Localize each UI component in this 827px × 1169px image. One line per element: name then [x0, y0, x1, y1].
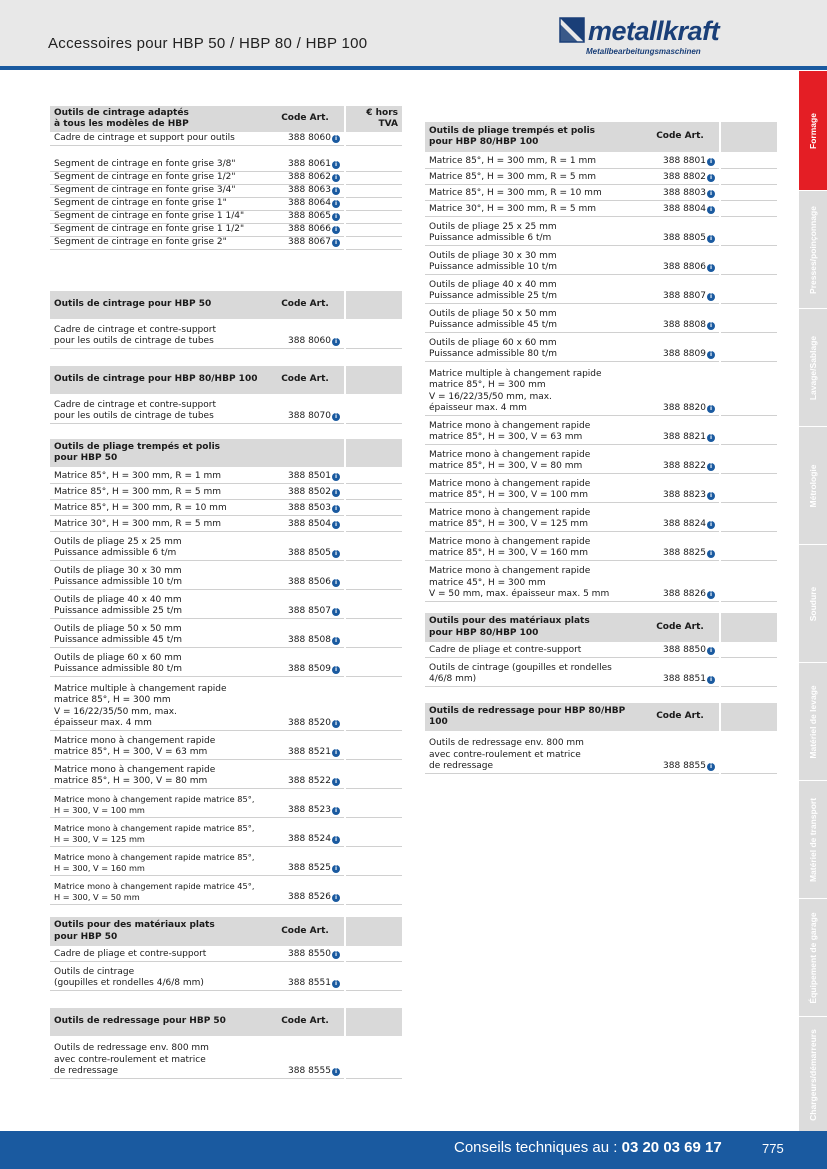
table-row	[50, 647, 402, 676]
article-code: 388 8823 i	[641, 473, 719, 502]
info-icon[interactable]: i	[707, 550, 715, 558]
price-cell	[346, 846, 402, 875]
info-icon[interactable]: i	[707, 235, 715, 243]
item-description: Matrice multiple à changement rapide matrice 85°, H = 300 mm V = 16/22/35/50 mm, max. épaisseur max. 4 mm	[50, 676, 266, 730]
table-header-title: Outils de cintrage pour HBP 80/HBP 100	[50, 366, 266, 394]
article-code: 388 8065 i	[266, 210, 344, 223]
table-row	[50, 946, 402, 961]
article-code: 388 8525 i	[266, 846, 344, 875]
item-description: Matrice 85°, H = 300 mm, R = 1 mm	[425, 152, 641, 168]
article-code: 388 8062 i	[266, 171, 344, 184]
info-icon[interactable]: i	[707, 264, 715, 272]
info-icon[interactable]: i	[707, 190, 715, 198]
article-code: 388 8505 i	[266, 531, 344, 560]
price-cell	[346, 483, 402, 499]
item-description: Segment de cintrage en fonte grise 1"	[50, 197, 266, 210]
table-row	[425, 642, 777, 657]
article-code: 388 8806 i	[641, 245, 719, 274]
info-icon[interactable]: i	[332, 226, 340, 234]
article-code: 388 8523 i	[266, 788, 344, 817]
article-code: 388 8060 i	[266, 132, 344, 145]
price-cell	[721, 502, 777, 531]
price-cell	[721, 361, 777, 415]
article-code: 388 8503 i	[266, 499, 344, 515]
info-icon[interactable]: i	[332, 550, 340, 558]
table-bending-tools-hbp50	[50, 291, 402, 349]
table-row	[425, 152, 777, 168]
info-icon[interactable]: i	[332, 720, 340, 728]
info-icon[interactable]: i	[707, 521, 715, 529]
item-description: Outils de redressage env. 800 mm avec contre-roulement et matrice de redressage	[425, 731, 641, 773]
info-icon[interactable]: i	[707, 206, 715, 214]
info-icon[interactable]: i	[332, 338, 340, 346]
article-code: 388 8509 i	[266, 647, 344, 676]
table-header-title: Outils de redressage pour HBP 80/HBP 100	[425, 703, 641, 731]
article-code: 388 8802 i	[641, 168, 719, 184]
table-row	[425, 184, 777, 200]
table-header-title: Outils pour des matériaux plats pour HBP 80/HBP 100	[425, 613, 641, 642]
table-header-title: Outils de cintrage adaptés à tous les modèles de HBP	[50, 106, 266, 132]
table-row	[425, 168, 777, 184]
article-code: 388 8551 i	[266, 961, 344, 990]
info-icon[interactable]: i	[332, 579, 340, 587]
price-cell	[721, 332, 777, 361]
info-icon[interactable]: i	[707, 293, 715, 301]
category-sidebar	[799, 70, 827, 1132]
table-folding-tools-hbp50	[50, 439, 402, 905]
article-code: 388 8805 i	[641, 216, 719, 245]
price-cell	[346, 223, 402, 236]
item-description: Segment de cintrage en fonte grise 1 1/4"	[50, 210, 266, 223]
article-code: 388 8855 i	[641, 731, 719, 773]
item-description: Matrice mono à changement rapide matrice 85°, H = 300, V = 160 mm	[50, 846, 266, 875]
price-cell	[721, 152, 777, 168]
item-description: Outils de pliage 30 x 30 mm Puissance admissible 10 t/m	[425, 245, 641, 274]
table-header-title: Outils de pliage trempés et polis pour HBP 50	[50, 439, 266, 467]
info-icon[interactable]: i	[332, 174, 340, 182]
item-description: Outils de pliage 40 x 40 mm Puissance admissible 25 t/m	[50, 589, 266, 618]
price-cell	[346, 197, 402, 210]
item-description: Outils de pliage 50 x 50 mm Puissance admissible 45 t/m	[50, 618, 266, 647]
item-description: Outils de cintrage (goupilles et rondelles 4/6/8 mm)	[425, 657, 641, 686]
table-header-title: Outils de pliage trempés et polis pour HBP 80/HBP 100	[425, 122, 641, 152]
table-row	[50, 145, 402, 171]
price-cell	[346, 817, 402, 846]
table-row	[425, 444, 777, 473]
article-code: 388 8507 i	[266, 589, 344, 618]
info-icon[interactable]: i	[332, 637, 340, 645]
info-icon[interactable]: i	[332, 473, 340, 481]
article-code: 388 8851 i	[641, 657, 719, 686]
table-row	[50, 515, 402, 531]
item-description: Outils de pliage 30 x 30 mm Puissance admissible 10 t/m	[50, 560, 266, 589]
table-bending-tools-all	[50, 106, 402, 250]
table-header-title: Outils de cintrage pour HBP 50	[50, 291, 266, 319]
info-icon[interactable]: i	[707, 763, 715, 771]
sidebar-tab[interactable]: Soudure	[799, 544, 827, 663]
table-row	[425, 245, 777, 274]
item-description: Outils de pliage 60 x 60 mm Puissance admissible 80 t/m	[50, 647, 266, 676]
table-row	[50, 132, 402, 145]
table-row	[425, 274, 777, 303]
info-icon[interactable]: i	[332, 778, 340, 786]
item-description: Cadre de cintrage et contre-support pour les outils de cintrage de tubes	[50, 319, 266, 348]
info-icon[interactable]: i	[707, 591, 715, 599]
footer-hotline: Conseils techniques au : 03 20 03 69 17	[454, 1139, 722, 1156]
price-cell	[346, 1036, 402, 1078]
article-code: 388 8550 i	[266, 946, 344, 961]
table-row	[50, 499, 402, 515]
item-description: Segment de cintrage en fonte grise 3/4"	[50, 184, 266, 197]
item-description: Matrice mono à changement rapide matrice 85°, H = 300, V = 80 mm	[50, 759, 266, 788]
item-description: Matrice 85°, H = 300 mm, R = 10 mm	[50, 499, 266, 515]
sidebar-tab[interactable]: Lavage/Sablage	[799, 308, 827, 427]
table-row	[425, 303, 777, 332]
article-code: 388 8803 i	[641, 184, 719, 200]
info-icon[interactable]: i	[332, 749, 340, 757]
table-row	[50, 759, 402, 788]
article-code: 388 8070 i	[266, 394, 344, 423]
item-description: Matrice mono à changement rapide matrice 45°, H = 300 mm V = 50 mm, max. épaisseur max. 5 mm	[425, 560, 641, 601]
item-description: Matrice mono à changement rapide matrice 85°, H = 300, V = 80 mm	[425, 444, 641, 473]
price-cell	[346, 759, 402, 788]
table-header-code: Code Art.	[641, 703, 719, 731]
article-code: 388 8066 i	[266, 223, 344, 236]
price-cell	[346, 132, 402, 145]
price-cell	[721, 184, 777, 200]
info-icon[interactable]: i	[332, 666, 340, 674]
price-cell	[346, 467, 402, 483]
sidebar-tab[interactable]: Formage	[799, 70, 827, 191]
info-icon[interactable]: i	[332, 489, 340, 497]
table-header-code: Code Art.	[641, 613, 719, 642]
table-header-code: Code Art.	[266, 291, 344, 319]
table-row	[50, 676, 402, 730]
item-description: Outils de pliage 25 x 25 mm Puissance admissible 6 t/m	[50, 531, 266, 560]
sidebar-tab[interactable]: Métrologie	[799, 426, 827, 545]
item-description: Matrice mono à changement rapide matrice 85°, H = 300, V = 63 mm	[425, 415, 641, 444]
price-cell	[346, 531, 402, 560]
table-row	[50, 394, 402, 423]
article-code: 388 8801 i	[641, 152, 719, 168]
info-icon[interactable]: i	[707, 492, 715, 500]
table-straightening-hbp80	[425, 703, 777, 774]
article-code: 388 8850 i	[641, 642, 719, 657]
article-code: 388 8826 i	[641, 560, 719, 601]
table-header-code: Code Art.	[266, 366, 344, 394]
table-row	[425, 361, 777, 415]
item-description: Matrice 85°, H = 300 mm, R = 10 mm	[425, 184, 641, 200]
article-code: 388 8809 i	[641, 332, 719, 361]
table-row	[50, 236, 402, 249]
info-icon[interactable]: i	[707, 434, 715, 442]
price-cell	[346, 875, 402, 904]
table-header-code: Code Art.	[266, 1008, 344, 1036]
info-icon[interactable]: i	[332, 213, 340, 221]
info-icon[interactable]: i	[707, 405, 715, 413]
price-cell	[721, 642, 777, 657]
price-cell	[721, 473, 777, 502]
table-row	[50, 817, 402, 846]
table-bending-tools-hbp80	[50, 366, 402, 424]
table-row	[50, 1036, 402, 1078]
price-cell	[346, 676, 402, 730]
info-icon[interactable]: i	[332, 239, 340, 247]
table-row	[50, 197, 402, 210]
info-icon[interactable]: i	[707, 351, 715, 359]
article-code: 388 8501 i	[266, 467, 344, 483]
info-icon[interactable]: i	[707, 463, 715, 471]
article-code: 388 8555 i	[266, 1036, 344, 1078]
info-icon[interactable]: i	[332, 521, 340, 529]
article-code: 388 8820 i	[641, 361, 719, 415]
table-row	[50, 184, 402, 197]
article-code: 388 8526 i	[266, 875, 344, 904]
sidebar-tab[interactable]: Équipement de garage	[799, 898, 827, 1017]
price-cell	[346, 394, 402, 423]
price-cell	[346, 730, 402, 759]
item-description: Segment de cintrage en fonte grise 1 1/2"	[50, 223, 266, 236]
table-header-code: Code Art.	[266, 917, 344, 946]
item-description: Segment de cintrage en fonte grise 1/2"	[50, 171, 266, 184]
article-code: 388 8063 i	[266, 184, 344, 197]
item-description: Matrice 30°, H = 300 mm, R = 5 mm	[50, 515, 266, 531]
item-description: Segment de cintrage en fonte grise 3/8"	[50, 145, 266, 171]
table-folding-tools-hbp80	[425, 122, 777, 602]
info-icon[interactable]: i	[332, 161, 340, 169]
article-code: 388 8521 i	[266, 730, 344, 759]
item-description: Matrice mono à changement rapide matrice 85°, H = 300, V = 125 mm	[425, 502, 641, 531]
table-row	[425, 657, 777, 686]
price-cell	[346, 589, 402, 618]
price-cell	[721, 657, 777, 686]
info-icon[interactable]: i	[332, 135, 340, 143]
article-code: 388 8808 i	[641, 303, 719, 332]
info-icon[interactable]: i	[332, 608, 340, 616]
table-row	[50, 319, 402, 348]
info-icon[interactable]: i	[332, 951, 340, 959]
table-row	[425, 415, 777, 444]
table-row	[50, 560, 402, 589]
table-row	[425, 216, 777, 245]
footer-phone: 03 20 03 69 17	[621, 1139, 722, 1156]
table-header-title: Outils pour des matériaux plats pour HBP 50	[50, 917, 266, 946]
article-code: 388 8524 i	[266, 817, 344, 846]
price-cell	[346, 961, 402, 990]
article-code: 388 8508 i	[266, 618, 344, 647]
price-cell	[346, 647, 402, 676]
table-row	[50, 730, 402, 759]
info-icon[interactable]: i	[332, 807, 340, 815]
item-description: Matrice 85°, H = 300 mm, R = 5 mm	[50, 483, 266, 499]
price-cell	[721, 274, 777, 303]
sidebar-tab[interactable]: Presses/poinçonnage	[799, 190, 827, 309]
item-description: Matrice mono à changement rapide matrice 85°, H = 300, V = 100 mm	[425, 473, 641, 502]
table-row	[425, 731, 777, 773]
info-icon[interactable]: i	[332, 505, 340, 513]
table-row	[425, 473, 777, 502]
price-cell	[721, 200, 777, 216]
table-row	[425, 560, 777, 601]
price-cell	[346, 236, 402, 249]
sidebar-tab[interactable]: Chargeurs/démarreurs	[799, 1016, 827, 1133]
table-row	[50, 618, 402, 647]
item-description: Matrice 85°, H = 300 mm, R = 5 mm	[425, 168, 641, 184]
info-icon[interactable]: i	[332, 836, 340, 844]
table-row	[50, 531, 402, 560]
table-header-code: Code Art.	[266, 106, 344, 132]
info-icon[interactable]: i	[332, 894, 340, 902]
logo-tagline: Metallbearbeitungsmaschinen	[586, 47, 701, 56]
info-icon[interactable]: i	[707, 322, 715, 330]
info-icon[interactable]: i	[332, 1068, 340, 1076]
item-description: Outils de pliage 50 x 50 mm Puissance admissible 45 t/m	[425, 303, 641, 332]
table-row	[50, 788, 402, 817]
item-description: Outils de pliage 60 x 60 mm Puissance admissible 80 t/m	[425, 332, 641, 361]
article-code: 388 8522 i	[266, 759, 344, 788]
sidebar-tab[interactable]: Matériel de levage	[799, 662, 827, 781]
table-row	[50, 171, 402, 184]
price-cell	[346, 946, 402, 961]
table-row	[425, 531, 777, 560]
item-description: Matrice mono à changement rapide matrice 85°, H = 300, V = 125 mm	[50, 817, 266, 846]
article-code: 388 8060 i	[266, 319, 344, 348]
table-row	[50, 846, 402, 875]
article-code: 388 8821 i	[641, 415, 719, 444]
price-cell	[721, 415, 777, 444]
item-description: Matrice mono à changement rapide matrice 85°, H = 300, V = 100 mm	[50, 788, 266, 817]
price-cell	[346, 560, 402, 589]
item-description: Matrice 85°, H = 300 mm, R = 1 mm	[50, 467, 266, 483]
item-description: Cadre de pliage et contre-support	[425, 642, 641, 657]
table-row	[425, 502, 777, 531]
price-cell	[346, 145, 402, 171]
info-icon[interactable]: i	[332, 413, 340, 421]
table-straightening-hbp50	[50, 1008, 402, 1079]
article-code: 388 8804 i	[641, 200, 719, 216]
price-cell	[721, 168, 777, 184]
price-cell	[721, 245, 777, 274]
info-icon[interactable]: i	[707, 174, 715, 182]
item-description: Cadre de cintrage et support pour outils	[50, 132, 266, 145]
info-icon[interactable]: i	[707, 647, 715, 655]
table-row	[50, 210, 402, 223]
logo-wordmark: metallkraft	[588, 16, 720, 46]
table-row	[50, 483, 402, 499]
article-code: 388 8825 i	[641, 531, 719, 560]
info-icon[interactable]: i	[332, 187, 340, 195]
price-cell	[346, 515, 402, 531]
item-description: Matrice mono à changement rapide matrice 85°, H = 300, V = 63 mm	[50, 730, 266, 759]
article-code: 388 8502 i	[266, 483, 344, 499]
item-description: Outils de cintrage (goupilles et rondelles 4/6/8 mm)	[50, 961, 266, 990]
table-row	[50, 223, 402, 236]
table-row	[50, 961, 402, 990]
item-description: Cadre de pliage et contre-support	[50, 946, 266, 961]
table-row	[50, 467, 402, 483]
table-row	[425, 332, 777, 361]
page-number: 775	[762, 1141, 784, 1156]
price-cell	[346, 499, 402, 515]
price-cell	[346, 788, 402, 817]
page-title: Accessoires pour HBP 50 / HBP 80 / HBP 100	[48, 35, 368, 52]
table-header-price: € hors TVA	[346, 106, 402, 132]
table-row	[425, 200, 777, 216]
article-code: 388 8807 i	[641, 274, 719, 303]
item-description: Cadre de cintrage et contre-support pour les outils de cintrage de tubes	[50, 394, 266, 423]
price-cell	[346, 210, 402, 223]
price-cell	[346, 171, 402, 184]
price-cell	[346, 618, 402, 647]
article-code: 388 8064 i	[266, 197, 344, 210]
info-icon[interactable]: i	[332, 980, 340, 988]
table-row	[50, 589, 402, 618]
table-flat-tools-hbp50	[50, 917, 402, 991]
price-cell	[721, 444, 777, 473]
article-code: 388 8061 i	[266, 145, 344, 171]
price-cell	[346, 319, 402, 348]
item-description: Matrice mono à changement rapide matrice 45°, H = 300, V = 50 mm	[50, 875, 266, 904]
info-icon[interactable]: i	[332, 200, 340, 208]
article-code: 388 8506 i	[266, 560, 344, 589]
info-icon[interactable]: i	[707, 676, 715, 684]
article-code: 388 8067 i	[266, 236, 344, 249]
item-description: Outils de redressage env. 800 mm avec contre-roulement et matrice de redressage	[50, 1036, 266, 1078]
price-cell	[721, 560, 777, 601]
item-description: Outils de pliage 40 x 40 mm Puissance admissible 25 t/m	[425, 274, 641, 303]
item-description: Matrice multiple à changement rapide matrice 85°, H = 300 mm V = 16/22/35/50 mm, max. épaisseur max. 4 mm	[425, 361, 641, 415]
price-cell	[721, 216, 777, 245]
article-code: 388 8822 i	[641, 444, 719, 473]
article-code: 388 8504 i	[266, 515, 344, 531]
price-cell	[721, 731, 777, 773]
sidebar-tab[interactable]: Matériel de transport	[799, 780, 827, 899]
info-icon[interactable]: i	[707, 158, 715, 166]
item-description: Matrice mono à changement rapide matrice 85°, H = 300, V = 160 mm	[425, 531, 641, 560]
article-code: 388 8824 i	[641, 502, 719, 531]
price-cell	[346, 184, 402, 197]
item-description: Matrice 30°, H = 300 mm, R = 5 mm	[425, 200, 641, 216]
item-description: Segment de cintrage en fonte grise 2"	[50, 236, 266, 249]
table-row	[50, 875, 402, 904]
header-rule	[0, 66, 827, 70]
info-icon[interactable]: i	[332, 865, 340, 873]
article-code: 388 8520 i	[266, 676, 344, 730]
table-flat-tools-hbp80	[425, 613, 777, 687]
item-description: Outils de pliage 25 x 25 mm Puissance admissible 6 t/m	[425, 216, 641, 245]
price-cell	[721, 531, 777, 560]
table-header-title: Outils de redressage pour HBP 50	[50, 1008, 266, 1036]
price-cell	[721, 303, 777, 332]
table-header-code: Code Art.	[641, 122, 719, 152]
